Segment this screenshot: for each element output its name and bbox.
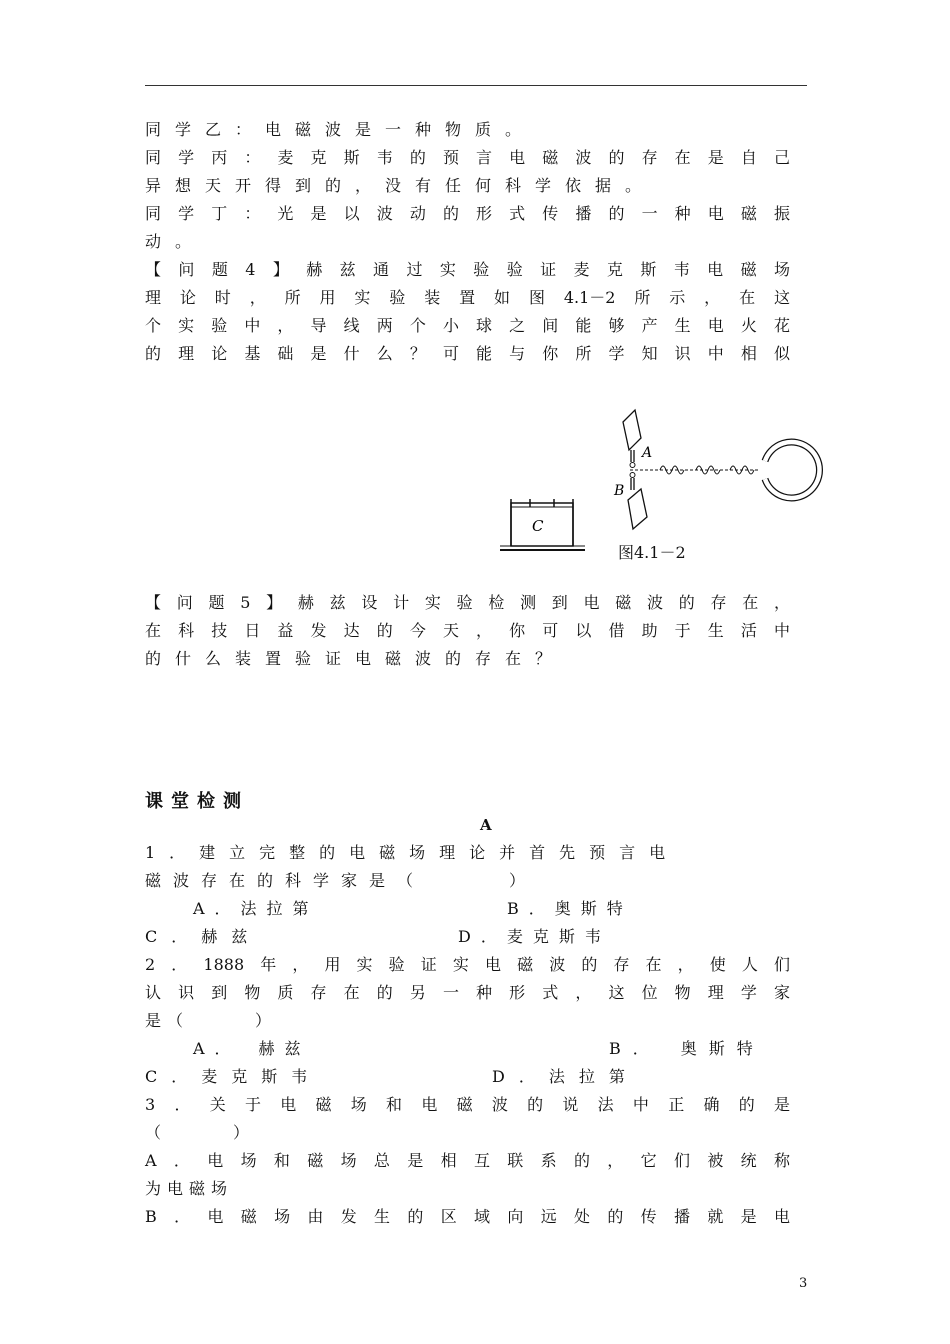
text-line: 的什么装置验证电磁波的存在？ <box>145 649 566 668</box>
figure-caption: 图4.1－2 <box>618 543 686 562</box>
q2-stem: 是（ ） <box>145 1011 278 1030</box>
text-line: 同学丁：光是以波动的形式传播的一种电磁振 <box>145 204 790 223</box>
q3-stem: （ ） <box>145 1123 256 1142</box>
text-line: 动。 <box>145 232 206 251</box>
plate-b <box>613 473 647 530</box>
ring-resonator <box>765 442 820 498</box>
q1-option-b: B．奥斯特 <box>507 899 633 918</box>
text-line: 同学丙：麦克斯韦的预言电磁波的存在是自己 <box>145 148 790 167</box>
q1-option-d: D．麦克斯韦 <box>458 927 611 946</box>
section-heading: 课堂检测 <box>145 791 249 812</box>
q3-option-b: B．电磁场由发生的区域向远处的传播就是电 <box>145 1207 790 1226</box>
q2-option-a: A． 赫兹 <box>193 1039 311 1058</box>
q2-stem: 认识到物质存在的另一种形式，这位物理学家 <box>145 983 790 1002</box>
label-b: B <box>614 483 625 499</box>
label-a: A <box>642 445 653 461</box>
q2-stem: 2．1888年，用实验证实电磁波的存在，使人们 <box>145 955 790 974</box>
text-line: 异想天开得到的，没有任何科学依据。 <box>145 176 656 195</box>
q1-option-c: C．赫兹 <box>145 927 262 946</box>
text-line: 理论时，所用实验装置如图4.1－2所示，在这 <box>145 288 790 307</box>
em-wave <box>630 466 760 474</box>
q1-stem: 磁波存在的科学家是（ ） <box>145 871 538 890</box>
question-5-line: 【问题5】赫兹设计实验检测到电磁波的存在， <box>145 593 790 612</box>
q3-stem: 3．关于电磁场和电磁波的说法中正确的是 <box>145 1095 790 1114</box>
q1-stem: 1．建立完整的电磁场理论并首先预言电 <box>145 843 680 862</box>
text-line: 个实验中，导线两个小球之间能够产生电火花 <box>145 316 790 335</box>
q3-option-a-cont: 为电磁场 <box>145 1179 234 1198</box>
text-line: 同学乙：电磁波是一种物质。 <box>145 120 536 139</box>
q2-option-c: C．麦克斯韦 <box>145 1067 322 1086</box>
text-line: 在科技日益发达的今天，你可以借助于生活中 <box>145 621 790 640</box>
q2-option-d: D．法拉第 <box>492 1067 639 1086</box>
group-label: A <box>480 816 492 834</box>
plate-a <box>623 410 652 468</box>
q1-option-a: A．法拉第 <box>193 899 319 918</box>
label-c: C <box>532 517 544 535</box>
text-line: 的理论基础是什么？可能与你所学知识中相似 <box>145 344 790 363</box>
header-rule <box>145 85 807 86</box>
page-number: 3 <box>799 1276 808 1291</box>
question-4-line: 【问题4】赫兹通过实验验证麦克斯韦电磁场 <box>145 260 790 279</box>
hertz-apparatus-figure <box>490 395 825 560</box>
box-c <box>500 499 585 550</box>
q2-option-b: B． 奥斯特 <box>609 1039 765 1058</box>
q3-option-a: A．电场和磁场总是相互联系的，它们被统称 <box>145 1151 790 1170</box>
